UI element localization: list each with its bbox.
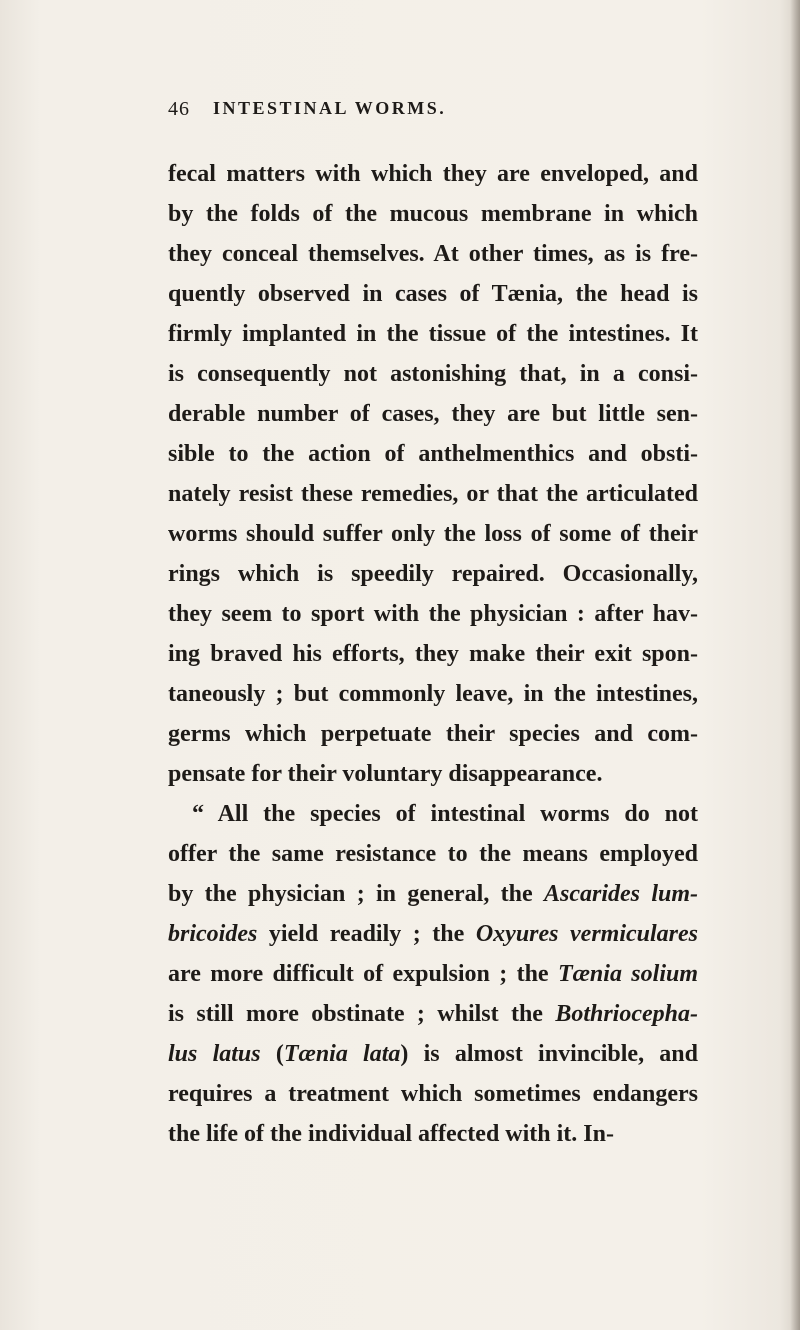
italic-term: Tænia solium (557, 961, 698, 987)
text-line: they conceal themselves. At other times, as is fre- (168, 241, 698, 267)
text-line: “ All the species of intestinal worms do not (192, 801, 698, 827)
text-line: ing braved his efforts, they make their exit spon- (168, 641, 698, 667)
text-segment: yield readily ; the (257, 921, 476, 947)
italic-term: Ascarides lum- (543, 881, 698, 907)
italic-term: bricoides (168, 921, 258, 947)
text-line: quently observed in cases of Tænia, the head is (168, 281, 698, 307)
text-line: fecal matters with which they are enveloped, and (168, 161, 698, 187)
text-segment: ) is almost invincible, and (400, 1041, 698, 1067)
text-line: is consequently not astonishing that, in a consi- (168, 361, 698, 387)
text-line (168, 994, 698, 1034)
text-line (168, 1034, 698, 1074)
page-number: 46 (168, 98, 190, 120)
text-line: taneously ; but commonly leave, in the intestines, (168, 681, 698, 707)
text-line: sible to the action of anthelmenthics and obsti- (168, 441, 698, 467)
text-segment: ( (260, 1041, 284, 1067)
text-line (168, 874, 698, 914)
text-line: requires a treatment which sometimes endangers (168, 1081, 698, 1107)
text-line: germs which perpetuate their species and com- (168, 721, 698, 747)
italic-term: Bothriocepha- (555, 1001, 698, 1027)
text-segment: by the physician ; in general, the (168, 881, 544, 907)
text-line: the life of the individual affected with it. In- (168, 1121, 614, 1147)
italic-term: Oxyures vermiculares (475, 921, 698, 947)
text-line: rings which is speedily repaired. Occasionally, (168, 561, 698, 587)
italic-term: lus latus (168, 1041, 261, 1067)
italic-term: Tænia lata (283, 1041, 401, 1067)
text-line: they seem to sport with the physician : after hav- (168, 601, 698, 627)
body-text (168, 154, 698, 1154)
text-line (168, 914, 698, 954)
page-header (168, 98, 688, 132)
text-line: derable number of cases, they are but little sen- (168, 401, 698, 427)
page-edge-shadow (790, 0, 800, 1330)
text-line: nately resist these remedies, or that the articulated (168, 481, 698, 507)
text-line: pensate for their voluntary disappearance. (168, 761, 603, 787)
running-head: INTESTINAL WORMS. (213, 98, 447, 118)
text-line: offer the same resistance to the means employed (168, 841, 698, 867)
text-line: firmly implanted in the tissue of the intestines. It (168, 321, 698, 347)
text-line: by the folds of the mucous membrane in which (168, 201, 698, 227)
text-line (168, 954, 698, 994)
text-segment: are more difficult of expulsion ; the (168, 961, 558, 987)
text-segment: is still more obstinate ; whilst the (168, 1001, 556, 1027)
text-line: worms should suffer only the loss of some of their (168, 521, 698, 547)
